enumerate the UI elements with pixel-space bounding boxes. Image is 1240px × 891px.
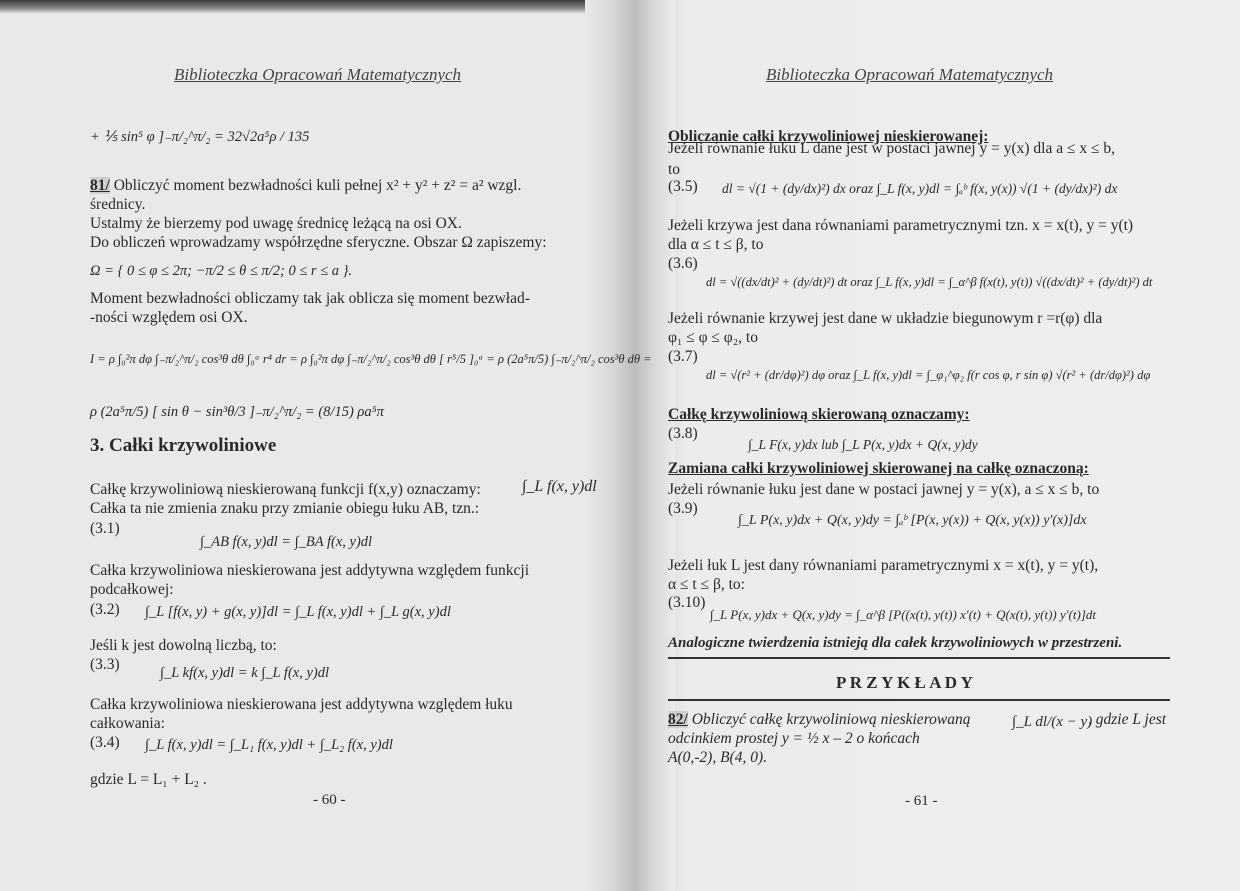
problem-82-tail: , gdzie L jest xyxy=(1088,711,1167,728)
eq-label: (3.5) xyxy=(668,178,698,195)
text-line: Całka krzywoliniowa nieskierowana jest addytywna względem funkcji xyxy=(90,562,530,579)
eq-label: (3.4) xyxy=(90,734,120,751)
eq-label: (3.1) xyxy=(90,520,120,537)
text-line: φ₁ ≤ φ ≤ φ₂, to xyxy=(668,329,758,346)
book-spine-shadow xyxy=(585,0,675,891)
text-line: Jeżeli krzywa jest dana równaniami parametrycznymi tzn. x = x(t), y = y(t) xyxy=(668,217,1134,234)
eq-3-10: ∫_L P(x, y)dx + Q(x, y)dy = ∫_α^β [P((x(t), y(t)) x'(t) + Q(x(t), y(t)) y'(t)]dt xyxy=(710,607,1096,622)
section-title: 3. Całki krzywoliniowe xyxy=(90,435,277,456)
text-line: α ≤ t ≤ β, to: xyxy=(668,576,745,593)
text-line: odcinkiem prostej y = ½ x – 2 o końcach xyxy=(668,730,920,747)
text-line: całkowania: xyxy=(90,715,165,732)
text-line: to xyxy=(668,161,681,178)
formula-I: I = ρ ∫₀²π dφ ∫₋π/₂^π/₂ cos³θ dθ ∫₀ᵃ r⁴ dr = ρ ∫₀²π dφ ∫₋π/₂^π/₂ cos³θ dθ [ r⁵/5 ]₀ᵃ = ρ (2a⁵π/5) ∫₋π/₂^π/₂ cos³θ dθ = xyxy=(90,352,652,366)
eq-label: (3.8) xyxy=(668,425,698,442)
formula-rho: ρ (2a⁵π/5) [ sin θ − sin³θ/3 ]₋π/₂^π/₂ = (8/15) ρa⁵π xyxy=(90,404,384,420)
heading-zamiana: Zamiana całki krzywoliniowej skierowanej na całkę oznaczoną: xyxy=(668,460,1089,477)
text-line: Całka krzywoliniowa nieskierowana jest addytywna względem łuku xyxy=(90,696,513,713)
eq-3-8: ∫_L F(x, y)dx lub ∫_L P(x, y)dx + Q(x, y)dy xyxy=(748,437,978,452)
analogiczne-note: Analogiczne twierdzenia istnieją dla całek krzywoliniowych w przestrzeni. xyxy=(668,635,1123,651)
text-line: Całka ta nie zmienia znaku przy zmianie obiegu łuku AB, tzn.: xyxy=(90,500,480,517)
text-line: -ności względem osi OX. xyxy=(90,309,248,326)
section-przyklady: P R Z Y K Ł A D Y xyxy=(836,673,973,692)
text-line: Do obliczeń wprowadzamy współrzędne sferyczne. Obszar Ω zapiszemy: xyxy=(90,234,547,251)
eq-3-6: dl = √((dx/dt)² + (dy/dt)²) dt oraz ∫_L f(x, y)dl = ∫_α^β f(x(t), y(t)) √((dx/dt)² + (dy/dt)²) dt xyxy=(706,275,1153,289)
eq-label: (3.6) xyxy=(668,255,698,272)
eq-3-4: ∫_L f(x, y)dl = ∫_L₁ f(x, y)dl + ∫_L₂ f(x, y)dl xyxy=(145,737,393,753)
eq-3-5: dl = √(1 + (dy/dx)²) dx oraz ∫_L f(x, y)dl = ∫ₐᵇ f(x, y(x)) √(1 + (dy/dx)²) dx xyxy=(722,181,1118,196)
eq-label: (3.2) xyxy=(90,601,120,618)
text-line: Jeżeli równanie łuku L dane jest w postaci jawnej y = y(x) dla a ≤ x ≤ b, xyxy=(668,140,1115,157)
heading-obliczanie: Obliczanie całki krzywoliniowej nieskierowanej: xyxy=(668,128,989,145)
eq-label: (3.10) xyxy=(668,594,706,611)
formula-calke: ∫_L f(x, y)dl xyxy=(522,478,597,495)
formula-top: + ⅕ sin⁵ φ ]₋π/₂^π/₂ = 32√2a⁵ρ / 135 xyxy=(90,129,310,145)
text-line: gdzie L = L₁ + L₂ . xyxy=(90,771,207,788)
text-line: Całkę krzywoliniową nieskierowaną funkcji f(x,y) oznaczamy: xyxy=(90,481,481,498)
eq-3-3: ∫_L kf(x, y)dl = k ∫_L f(x, y)dl xyxy=(160,665,330,681)
problem-82-formula: ∫_L dl/(x − y) xyxy=(1012,714,1093,730)
text-line: podcałkowej: xyxy=(90,581,174,598)
eq-label: (3.9) xyxy=(668,500,698,517)
text-line: Jeżeli łuk L jest dany równaniami parametrycznymi x = x(t), y = y(t), xyxy=(668,557,1099,574)
text-line: A(0,-2), B(4, 0). xyxy=(668,749,767,766)
problem-number: 81/ xyxy=(90,177,110,194)
eq-label: (3.7) xyxy=(668,348,698,365)
page-number-left: - 60 - xyxy=(313,792,346,808)
text-line: Jeśli k jest dowolną liczbą, to: xyxy=(90,637,277,654)
divider-top xyxy=(668,657,1170,659)
running-header-right: Biblioteczka Opracowań Matematycznych xyxy=(766,65,1054,84)
text-line: dla α ≤ t ≤ β, to xyxy=(668,236,764,253)
text-line: Jeżeli równanie łuku jest dane w postaci jawnej y = y(x), a ≤ x ≤ b, to xyxy=(668,481,1100,498)
text-line: średnicy. xyxy=(90,196,146,213)
problem-text: Obliczyć całkę krzywoliniową nieskierowaną xyxy=(687,711,971,728)
divider-bottom xyxy=(668,699,1170,701)
problem-number: 82/ xyxy=(668,711,688,728)
page-number-right: - 61 - xyxy=(905,793,938,809)
eq-3-9: ∫_L P(x, y)dx + Q(x, y)dy = ∫ₐᵇ [P(x, y(x)) + Q(x, y(x)) y'(x)]dx xyxy=(738,513,1087,528)
eq-label: (3.3) xyxy=(90,656,120,673)
problem-81 xyxy=(90,177,521,195)
eq-3-7: dl = √(r² + (dr/dφ)²) dφ oraz ∫_L f(x, y)dl = ∫_φ₁^φ₂ f(r cos φ, r sin φ) √(r² + (dr/dφ)²) dφ xyxy=(706,368,1151,382)
text-line: Jeżeli równanie krzywej jest dane w układzie biegunowym r =r(φ) dla xyxy=(668,310,1103,327)
heading-skierowana: Całkę krzywoliniową skierowaną oznaczamy: xyxy=(668,406,970,423)
eq-3-1: ∫_AB f(x, y)dl = ∫_BA f(x, y)dl xyxy=(200,534,373,550)
running-header-left: Biblioteczka Opracowań Matematycznych xyxy=(174,65,462,84)
text-line: Ustalmy że bierzemy pod uwagę średnicę leżącą na osi OX. xyxy=(90,215,462,232)
problem-82 xyxy=(668,711,970,729)
text-line: Moment bezwładności obliczamy tak jak oblicza się moment bezwład- xyxy=(90,290,530,307)
problem-text: Obliczyć moment bezwładności kuli pełnej x² + y² + z² = a² wzgl. xyxy=(109,177,522,194)
eq-3-2: ∫_L [f(x, y) + g(x, y)]dl = ∫_L f(x, y)dl + ∫_L g(x, y)dl xyxy=(145,604,451,620)
omega-formula: Ω = { 0 ≤ φ ≤ 2π; −π/2 ≤ θ ≤ π/2; 0 ≤ r ≤ a }. xyxy=(90,263,353,279)
